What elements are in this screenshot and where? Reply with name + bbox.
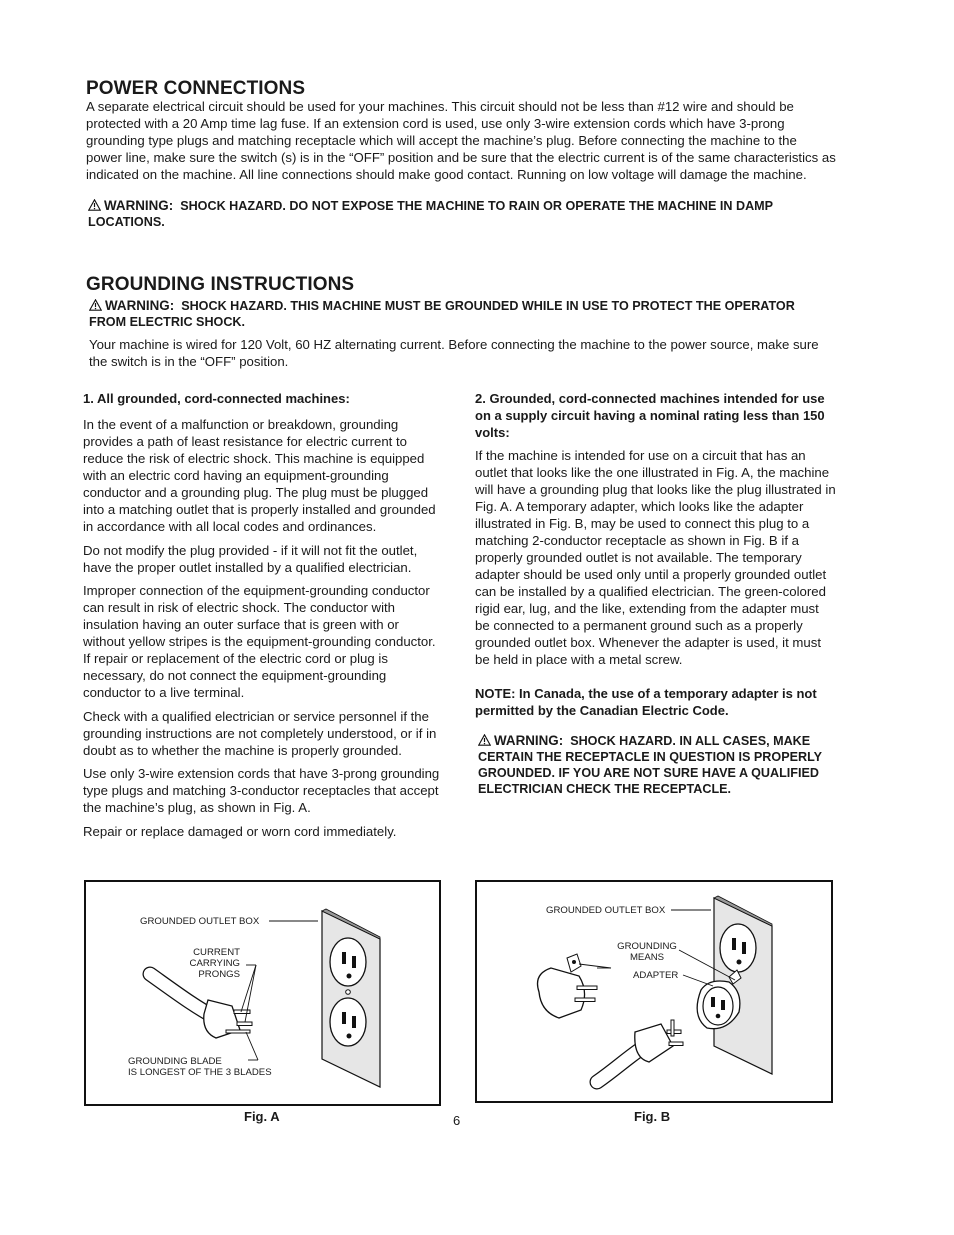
left-column [83,390,440,846]
fig-a-label-prongs: CURRENT [193,947,240,958]
power-connections-text: A separate electrical circuit should be used for your machines. This circuit should not be less than #12 wire and should be protected with a 20 Amp time lag fuse. If an extension cord is used, use only 3-wire extension cords which have 3-prong grounding type plugs and matching receptacle which will accept the machine’s plug. Before connecting the machine to the power line, make sure the switch (s) is in the “OFF” position and be sure that the electric current is of the same characteristics as indicated on the machine. All line connections should make good contact. Running on low voltage will damage the machine. [86,99,836,182]
warning-text: SHOCK HAZARD. DO NOT EXPOSE THE MACHINE TO RAIN OR OPERATE THE MACHINE IN DAMP LOCATIONS. [88,199,773,229]
loose-adapter-shape [538,968,585,1018]
warning-triangle-icon [89,299,102,311]
fig-a-label-prongs: PRONGS [198,969,240,980]
receptacle-warning [475,733,837,797]
section-2-title: 2. Grounded, cord-connected machines intended for use on a supply circuit having a nominal rating less than 150 volts: [475,391,825,440]
grounding-warning [89,298,829,330]
fig-b-label-adapter: ADAPTER [633,970,679,981]
right-column [475,390,837,797]
canada-note: NOTE: In Canada, the use of a temporary adapter is not permitted by the Canadian Electric Code. [475,686,817,718]
figure-b-illustration [477,882,831,1101]
fig-b-label-grounding-means: MEANS [629,952,665,963]
figure-a-frame [84,880,441,1106]
section-1-title: 1. All grounded, cord-connected machines: [83,391,350,406]
warning-label: WARNING: [104,198,174,213]
figure-b-frame [475,880,833,1103]
fig-a-label-blade: GROUNDING BLADE [128,1056,222,1067]
left-paragraph: Improper connection of the equipment-grounding conductor can result in risk of electric shock. The conductor with insulation having an outer surface that is green with or without yellow stripes is the equipment-grounding conductor. If repair or replacement of the electric cord or plug is necessary, do not connect the equipment-grounding conductor to a live terminal. [83,583,436,700]
upper-receptacle-shape [330,938,366,986]
grounding-instructions-heading: GROUNDING INSTRUCTIONS [86,274,355,295]
fig-b-label-grounding-means: GROUNDING [617,941,677,952]
figure-a-illustration [86,882,439,1104]
left-paragraph: Use only 3-wire extension cords that have 3-prong grounding type plugs and matching 3-conductor receptacles that accept the machine’s plug, as shown in Fig. A. [83,766,440,815]
upper-receptacle-shape [720,924,756,972]
right-paragraph: If the machine is intended for use on a circuit that has an outlet that looks like the one illustrated in Fig. A, the machine will have a grounding plug that looks like the plug illustrated in Fig. A. A temporary adapter, which looks like the adapter illustrated in Fig. B, may be used to connect this plug to a matching 2-conductor receptacle as shown in Fig. B if a properly grounded outlet is not available. The temporary adapter should be used only until a properly grounded outlet can be installed by a qualified electrician. The green-colored rigid ear, lug, and the like, extending from the adapter must be connected to a permanent ground such as a properly grounded outlet box. Whenever the adapter is used, it must be held in place with a metal screw. [475,448,836,667]
figure-a-caption: Fig. A [244,1109,280,1124]
left-paragraph: In the event of a malfunction or breakdown, grounding provides a path of least resistance for electric current to reduce the risk of electric shock. This machine is equipped with an electric cord having an equipment-grounding conductor and a grounding plug. The plug must be plugged into a matching outlet that is properly installed and grounded in accordance with all local codes and ordinances. [83,417,436,534]
fig-b-label-outlet-box: GROUNDED OUTLET BOX [546,905,666,916]
left-paragraph: Check with a qualified electrician or service personnel if the grounding instructions are not completely understood, or if in doubt as to whether the machine is properly grounded. [83,708,437,758]
lower-receptacle-shape [330,998,366,1046]
warning-text: SHOCK HAZARD. THIS MACHINE MUST BE GROUNDED WHILE IN USE TO PROTECT THE OPERATOR FROM ELECTRIC SHOCK. [89,299,795,329]
warning-text: SHOCK HAZARD. IN ALL CASES, MAKE CERTAIN THE RECEPTACLE IN QUESTION IS PROPERLY GROUNDED. IF YOU ARE NOT SURE HAVE A QUALIFIED ELECTRICIAN CHECK THE RECEPTACLE. [478,734,822,796]
page-number: 6 [453,1113,461,1128]
grounding-intro: Your machine is wired for 120 Volt, 60 HZ alternating current. Before connecting the machine to the power source, make sure the switch is in the “OFF” position. [89,337,819,369]
power-connections-heading: POWER CONNECTIONS [86,78,306,99]
left-paragraph: Do not modify the plug provided - if it will not fit the outlet, have the proper outlet installed by a qualified electrician. [83,542,418,575]
fig-a-label-prongs: CARRYING [189,958,240,969]
warning-triangle-icon [478,734,491,746]
figure-b-caption: Fig. B [634,1109,671,1124]
left-paragraph: Repair or replace damaged or worn cord immediately. [83,823,397,839]
power-warning [88,198,828,230]
fig-a-label-outlet-box: GROUNDED OUTLET BOX [140,916,260,927]
fig-a-label-blade: IS LONGEST OF THE 3 BLADES [128,1067,272,1078]
warning-label: WARNING: [494,733,564,748]
warning-triangle-icon [88,199,101,211]
warning-label: WARNING: [105,298,175,313]
